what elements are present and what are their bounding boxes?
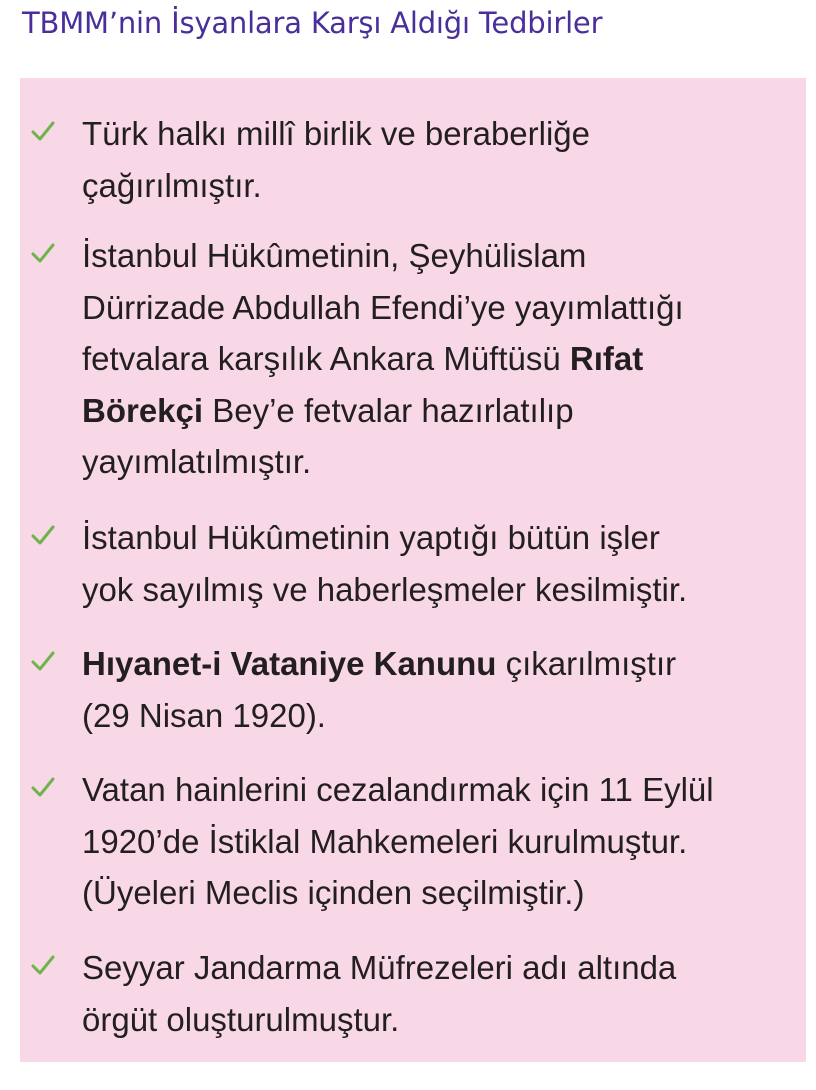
item-line: çağırılmıştır. bbox=[82, 166, 262, 204]
item-line: 1920’de İstiklal Mahkemeleri kurulmuştur. bbox=[82, 822, 688, 860]
item-line bbox=[82, 385, 797, 437]
check-icon bbox=[30, 774, 56, 800]
item-line bbox=[82, 333, 797, 385]
item-text-part: fetvalara karşılık Ankara Müftüsü bbox=[82, 340, 570, 377]
item-line: İstanbul Hükûmetinin yaptığı bütün işler bbox=[82, 519, 660, 556]
item-text bbox=[82, 512, 797, 615]
item-bold-part: Börekçi bbox=[82, 391, 204, 429]
item-text bbox=[82, 764, 797, 919]
check-icon bbox=[30, 648, 56, 674]
item-line: Seyyar Jandarma Müfrezeleri adı altında bbox=[82, 949, 677, 986]
item-text bbox=[82, 230, 797, 488]
item-bold-part: Hıyanet-i Vataniye Kanunu bbox=[82, 645, 497, 682]
item-line: (Üyeleri Meclis içinden seçilmiştir.) bbox=[82, 874, 585, 911]
check-icon bbox=[30, 522, 56, 548]
item-line: yayımlatılmıştır. bbox=[82, 443, 312, 480]
content-box bbox=[20, 78, 806, 1062]
item-line: Türk halkı millî birlik ve beraberliğe bbox=[82, 115, 591, 152]
check-icon bbox=[30, 952, 56, 978]
item-text bbox=[82, 942, 797, 1045]
item-line: Dürrizade Abdullah Efendi’ye yayımlattığı bbox=[82, 288, 684, 326]
item-line: yok sayılmış ve haberleşmeler kesilmiştir. bbox=[82, 570, 688, 608]
item-line: örgüt oluşturulmuştur. bbox=[82, 1000, 400, 1038]
check-icon bbox=[30, 240, 56, 266]
page-title: TBMM’nin İsyanlara Karşı Aldığı Tedbirler bbox=[22, 6, 603, 40]
item-line bbox=[82, 638, 797, 690]
item-line: (29 Nisan 1920). bbox=[82, 696, 326, 734]
item-line: İstanbul Hükûmetinin, Şeyhülislam bbox=[82, 237, 587, 274]
item-line: Vatan hainlerini cezalandırmak için 11 Eylül bbox=[82, 771, 714, 808]
item-text bbox=[82, 638, 797, 741]
item-text-part: çıkarılmıştır bbox=[496, 645, 677, 682]
item-bold-part: Rıfat bbox=[569, 340, 644, 377]
item-text-part: Bey’e fetvalar hazırlatılıp bbox=[203, 391, 574, 429]
item-text bbox=[82, 108, 797, 211]
check-icon bbox=[30, 118, 56, 144]
